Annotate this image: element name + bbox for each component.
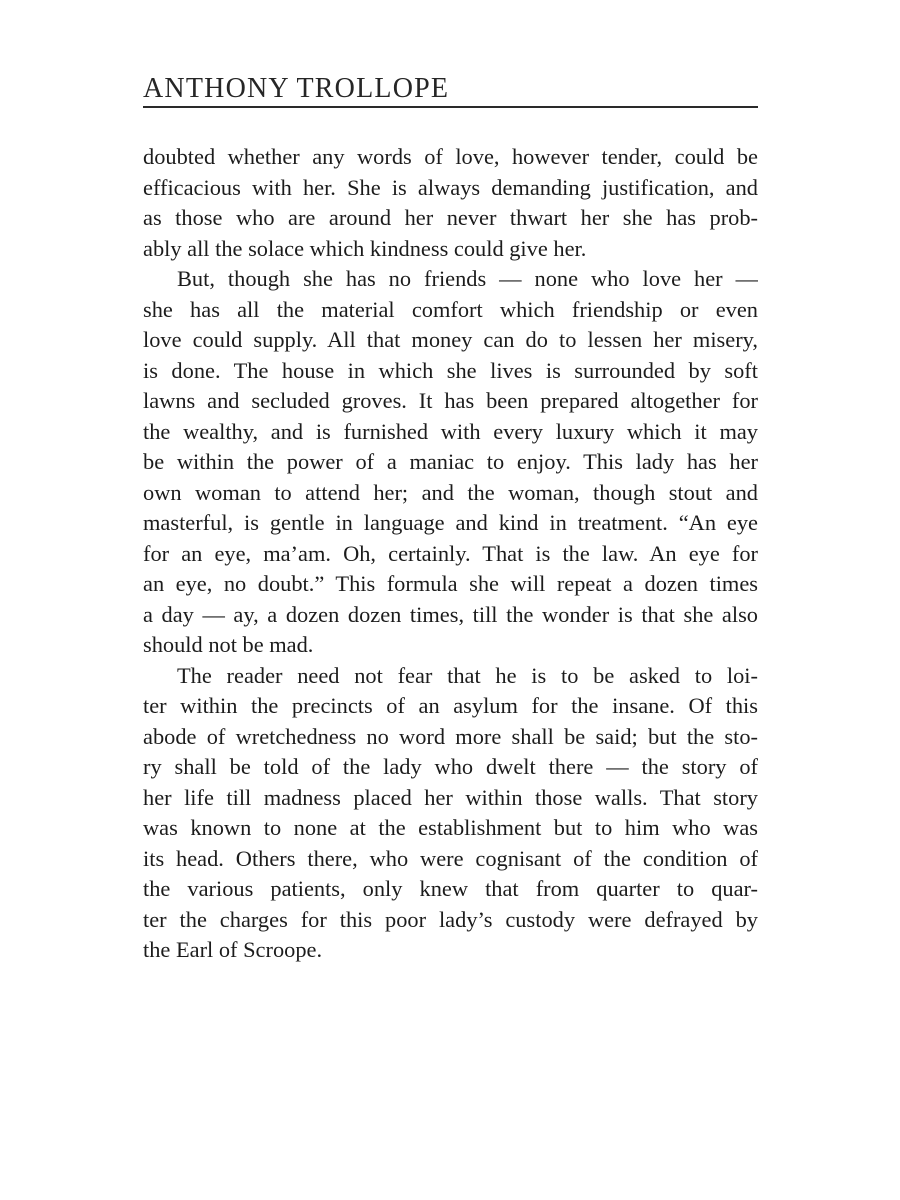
text-line: the Earl of Scroope. [143, 937, 323, 962]
text-line: abode of wretchedness no word more shall be said; but the sto- [143, 723, 758, 749]
text-line: own woman to attend her; and the woman, though stout and [143, 479, 758, 505]
text-line: masterful, is gentle in language and kind in treatment. “An eye [143, 510, 758, 535]
text-line: its head. Others there, who were cognisant of the condition of [143, 845, 758, 871]
text-line: ter within the precincts of an asylum for the insane. Of this [143, 693, 758, 718]
running-head [143, 70, 758, 108]
text-line: ter the charges for this poor lady’s custody were defrayed by [143, 906, 758, 932]
text-line: her life till madness placed her within those walls. That story [143, 784, 758, 810]
paragraph [143, 142, 758, 264]
text-line: she has all the material comfort which friendship or even [143, 296, 758, 322]
text-line: be within the power of a maniac to enjoy. This lady has her [143, 449, 758, 474]
running-head-title: ANTHONY TROLLOPE [143, 73, 450, 104]
body-text [143, 142, 758, 966]
text-line: love could supply. All that money can do to lessen her misery, [143, 327, 758, 352]
text-line: as those who are around her never thwart her she has prob- [143, 205, 758, 230]
text-line: the wealthy, and is furnished with every luxury which it may [143, 418, 758, 444]
text-line: the various patients, only knew that from quarter to quar- [143, 876, 758, 901]
text-line: doubted whether any words of love, however tender, could be [143, 144, 758, 169]
text-line: ry shall be told of the lady who dwelt there — the story of [143, 754, 758, 779]
text-line: But, though she has no friends — none who love her — [177, 266, 758, 291]
paragraph [143, 661, 758, 966]
text-line: was known to none at the establishment but to him who was [143, 815, 758, 840]
text-line: The reader need not fear that he is to be asked to loi- [177, 662, 758, 688]
text-line: ably all the solace which kindness could give her. [143, 235, 587, 261]
text-line: a day — ay, a dozen dozen times, till the wonder is that she also [143, 601, 758, 627]
text-line: is done. The house in which she lives is surrounded by soft [143, 357, 758, 383]
text-line: efficacious with her. She is always demanding justification, and [143, 174, 758, 200]
text-line: for an eye, ma’am. Oh, certainly. That is the law. An eye for [143, 540, 758, 566]
text-line: lawns and secluded groves. It has been prepared altogether for [143, 388, 758, 413]
paragraph [143, 264, 758, 661]
text-line: should not be mad. [143, 632, 314, 657]
text-line: an eye, no doubt.” This formula she will repeat a dozen times [143, 571, 758, 596]
